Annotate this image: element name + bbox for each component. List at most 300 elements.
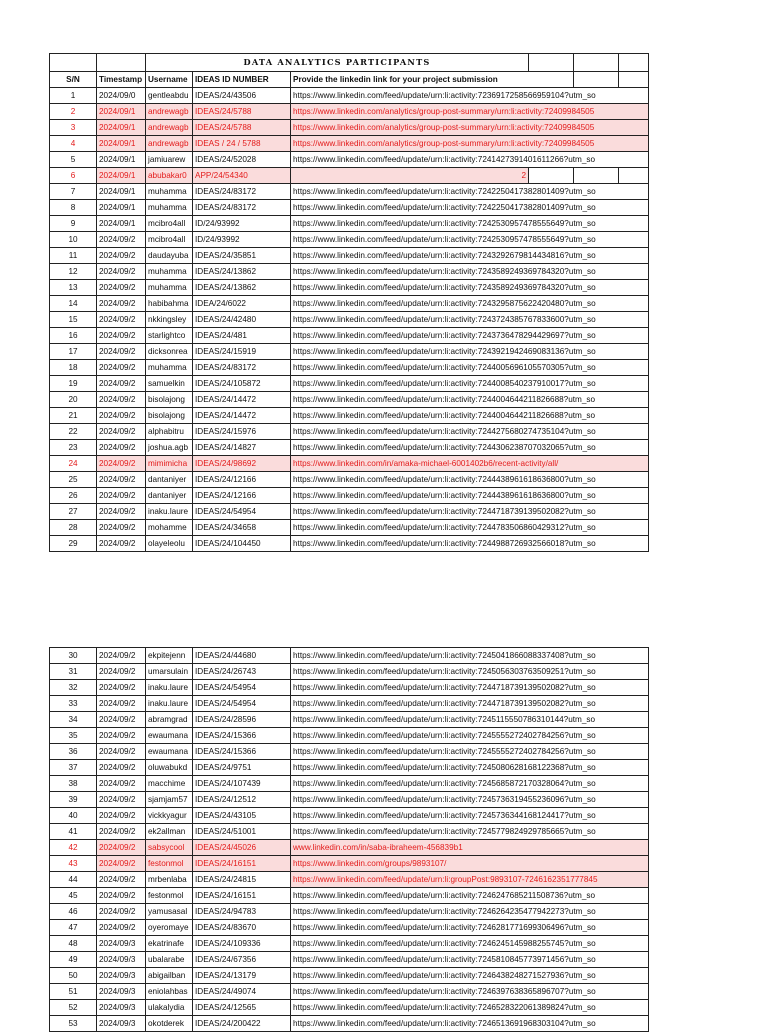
- cell-timestamp[interactable]: 2024/09/2: [97, 280, 146, 296]
- cell-link[interactable]: https://www.linkedin.com/feed/update/urn:li:activity:7246247685211508736?utm_so: [291, 888, 649, 904]
- cell-username[interactable]: mrbenlaba: [146, 872, 193, 888]
- cell-ideas-id[interactable]: IDEAS/24/28596: [193, 712, 291, 728]
- cell-username[interactable]: daudayuba: [146, 248, 193, 264]
- cell-username[interactable]: oyeromaye: [146, 920, 193, 936]
- cell-timestamp[interactable]: 2024/09/2: [97, 424, 146, 440]
- cell-sn[interactable]: 38: [50, 776, 97, 792]
- cell-username[interactable]: jamiuarew: [146, 152, 193, 168]
- cell-timestamp[interactable]: 2024/09/2: [97, 344, 146, 360]
- cell-timestamp[interactable]: 2024/09/2: [97, 680, 146, 696]
- cell-sn[interactable]: 36: [50, 744, 97, 760]
- cell-sn[interactable]: 40: [50, 808, 97, 824]
- cell-username[interactable]: bisolajong: [146, 408, 193, 424]
- cell-link[interactable]: https://www.linkedin.com/feed/update/urn:li:activity:7244306238707032065?utm_so: [291, 440, 649, 456]
- cell-username[interactable]: dantaniyer: [146, 488, 193, 504]
- cell-sn[interactable]: 3: [50, 120, 97, 136]
- cell-sn[interactable]: 42: [50, 840, 97, 856]
- table-row: [50, 936, 649, 952]
- cell-username[interactable]: vickkyagur: [146, 808, 193, 824]
- cell-link[interactable]: https://www.linkedin.com/feed/update/urn:li:activity:7244004644211826688?utm_so: [291, 408, 649, 424]
- blank-cell[interactable]: [619, 168, 649, 184]
- cell-ideas-id[interactable]: IDEAS/24/83172: [193, 200, 291, 216]
- cell-timestamp[interactable]: 2024/09/2: [97, 824, 146, 840]
- cell-link[interactable]: https://www.linkedin.com/feed/update/urn:li:activity:7246264235477942273?utm_so: [291, 904, 649, 920]
- cell-ideas-id[interactable]: IDEAS/24/45026: [193, 840, 291, 856]
- cell-link[interactable]: https://www.linkedin.com/feed/update/urn:li:activity:7244718739139502082?utm_so: [291, 504, 649, 520]
- cell-timestamp[interactable]: 2024/09/0: [97, 88, 146, 104]
- cell-ideas-id[interactable]: IDEAS/24/51001: [193, 824, 291, 840]
- cell-sn[interactable]: 4: [50, 136, 97, 152]
- cell-ideas-id[interactable]: IDEAS/24/14827: [193, 440, 291, 456]
- cell-sn[interactable]: 37: [50, 760, 97, 776]
- table-row: [50, 888, 649, 904]
- cell-username[interactable]: ekatrinafe: [146, 936, 193, 952]
- cell-ideas-id[interactable]: IDEAS/24/49074: [193, 984, 291, 1000]
- cell-ideas-id[interactable]: IDEAS/24/52028: [193, 152, 291, 168]
- cell-timestamp[interactable]: 2024/09/1: [97, 104, 146, 120]
- cell-link[interactable]: https://www.linkedin.com/feed/update/urn:li:activity:7245810845773971456?utm_so: [291, 952, 649, 968]
- cell-link[interactable]: https://www.linkedin.com/feed/update/urn:li:activity:7245555272402784256?utm_so: [291, 728, 649, 744]
- cell-ideas-id[interactable]: IDEAS/24/16151: [193, 888, 291, 904]
- cell-link[interactable]: https://www.linkedin.com/feed/update/urn:li:activity:7245056303763509251?utm_so: [291, 664, 649, 680]
- cell-username[interactable]: andrewagb: [146, 120, 193, 136]
- cell-link[interactable]: https://www.linkedin.com/feed/update/urn:li:activity:7245041866088337408?utm_so: [291, 648, 649, 664]
- table-row: [50, 280, 649, 296]
- cell-link[interactable]: https://www.linkedin.com/feed/update/urn:li:activity:7236917258566959104?utm_so: [291, 88, 649, 104]
- cell-link[interactable]: https://www.linkedin.com/feed/update/urn:li:activity:7244005696105570305?utm_so: [291, 360, 649, 376]
- cell-link[interactable]: 2: [291, 168, 529, 184]
- cell-username[interactable]: sabsycool: [146, 840, 193, 856]
- cell-sn[interactable]: 10: [50, 232, 97, 248]
- cell-sn[interactable]: 31: [50, 664, 97, 680]
- cell-sn[interactable]: 50: [50, 968, 97, 984]
- cell-link[interactable]: https://www.linkedin.com/feed/update/urn:li:activity:7245115550786310144?utm_so: [291, 712, 649, 728]
- cell-sn[interactable]: 26: [50, 488, 97, 504]
- cell-sn[interactable]: 44: [50, 872, 97, 888]
- cell-timestamp[interactable]: 2024/09/1: [97, 120, 146, 136]
- cell-sn[interactable]: 29: [50, 536, 97, 552]
- cell-ideas-id[interactable]: IDEAS/24/35851: [193, 248, 291, 264]
- cell-timestamp[interactable]: 2024/09/2: [97, 264, 146, 280]
- cell-ideas-id[interactable]: IDEAS/24/13862: [193, 280, 291, 296]
- cell-ideas-id[interactable]: IDEAS/24/12166: [193, 472, 291, 488]
- cell-sn[interactable]: 14: [50, 296, 97, 312]
- cell-link[interactable]: https://www.linkedin.com/feed/update/urn:li:activity:7244438961618636800?utm_so: [291, 472, 649, 488]
- cell-ideas-id[interactable]: IDEAS/24/15366: [193, 744, 291, 760]
- cell-timestamp[interactable]: 2024/09/2: [97, 536, 146, 552]
- cell-timestamp[interactable]: 2024/09/2: [97, 760, 146, 776]
- cell-sn[interactable]: 9: [50, 216, 97, 232]
- table-row: [50, 504, 649, 520]
- cell-link[interactable]: https://www.linkedin.com/feed/update/urn:li:activity:7245685872170328064?utm_so: [291, 776, 649, 792]
- cell-username[interactable]: muhamma: [146, 200, 193, 216]
- cell-sn[interactable]: 33: [50, 696, 97, 712]
- blank-cell[interactable]: [619, 72, 649, 88]
- cell-timestamp[interactable]: 2024/09/2: [97, 664, 146, 680]
- cell-timestamp[interactable]: 2024/09/1: [97, 216, 146, 232]
- cell-link[interactable]: https://www.linkedin.com/feed/update/urn:li:activity:7243921942469083136?utm_so: [291, 344, 649, 360]
- cell-link[interactable]: https://www.linkedin.com/feed/update/urn:li:activity:7246513691968303104?utm_so: [291, 1016, 649, 1032]
- cell-username[interactable]: festonmol: [146, 888, 193, 904]
- cell-username[interactable]: inaku.laure: [146, 504, 193, 520]
- cell-username[interactable]: inaku.laure: [146, 696, 193, 712]
- cell-sn[interactable]: 6: [50, 168, 97, 184]
- cell-timestamp[interactable]: 2024/09/2: [97, 904, 146, 920]
- header-username[interactable]: Username: [146, 72, 193, 88]
- cell-sn[interactable]: 51: [50, 984, 97, 1000]
- header-sn[interactable]: S/N: [50, 72, 97, 88]
- cell-username[interactable]: ulakalydia: [146, 1000, 193, 1016]
- cell-sn[interactable]: 47: [50, 920, 97, 936]
- sheet-title[interactable]: DATA ANALYTICS PARTICIPANTS: [146, 54, 529, 72]
- cell-ideas-id[interactable]: IDEAS/24/12166: [193, 488, 291, 504]
- cell-ideas-id[interactable]: IDEAS/24/104450: [193, 536, 291, 552]
- cell-timestamp[interactable]: 2024/09/1: [97, 152, 146, 168]
- cell-timestamp[interactable]: 2024/09/1: [97, 184, 146, 200]
- cell-ideas-id[interactable]: IDEAS/24/83172: [193, 184, 291, 200]
- cell-ideas-id[interactable]: IDEAS/24/107439: [193, 776, 291, 792]
- cell-sn[interactable]: 43: [50, 856, 97, 872]
- cell-timestamp[interactable]: 2024/09/2: [97, 456, 146, 472]
- cell-ideas-id[interactable]: IDEAS/24/54954: [193, 696, 291, 712]
- cell-username[interactable]: andrewagb: [146, 104, 193, 120]
- cell-username[interactable]: ewaumana: [146, 728, 193, 744]
- cell-username[interactable]: habibahma: [146, 296, 193, 312]
- cell-timestamp[interactable]: 2024/09/2: [97, 440, 146, 456]
- cell-sn[interactable]: 15: [50, 312, 97, 328]
- cell-timestamp[interactable]: 2024/09/1: [97, 200, 146, 216]
- cell-username[interactable]: abubakar0: [146, 168, 193, 184]
- cell-timestamp[interactable]: 2024/09/2: [97, 376, 146, 392]
- cell-timestamp[interactable]: 2024/09/3: [97, 1016, 146, 1032]
- cell-link[interactable]: https://www.linkedin.com/feed/update/urn:li:activity:7246245145988255745?utm_so: [291, 936, 649, 952]
- cell-link[interactable]: https://www.linkedin.com/feed/update/urn:li:activity:7244718739139502082?utm_so: [291, 680, 649, 696]
- cell-link[interactable]: https://www.linkedin.com/analytics/group-post-summary/urn:li:activity:72409984505: [291, 104, 649, 120]
- cell-username[interactable]: abigailban: [146, 968, 193, 984]
- cell-ideas-id[interactable]: IDEAS/24/13862: [193, 264, 291, 280]
- table-row: [50, 744, 649, 760]
- cell-ideas-id[interactable]: IDEAS/24/44680: [193, 648, 291, 664]
- cell-ideas-id[interactable]: IDEA/24/6022: [193, 296, 291, 312]
- cell-sn[interactable]: 35: [50, 728, 97, 744]
- cell-link[interactable]: https://www.linkedin.com/feed/update/urn:li:activity:7244783506860429312?utm_so: [291, 520, 649, 536]
- cell-username[interactable]: inaku.laure: [146, 680, 193, 696]
- cell-sn[interactable]: 32: [50, 680, 97, 696]
- cell-sn[interactable]: 39: [50, 792, 97, 808]
- cell-ideas-id[interactable]: IDEAS/24/5788: [193, 104, 291, 120]
- blank-cell[interactable]: [529, 168, 574, 184]
- cell-link[interactable]: https://www.linkedin.com/feed/update/urn:li:activity:7242530957478555649?utm_so: [291, 216, 649, 232]
- cell-username[interactable]: muhamma: [146, 184, 193, 200]
- cell-ideas-id[interactable]: IDEAS/24/9751: [193, 760, 291, 776]
- cell-sn[interactable]: 16: [50, 328, 97, 344]
- cell-link[interactable]: https://www.linkedin.com/feed/update/urn:li:activity:7246438248271527936?utm_so: [291, 968, 649, 984]
- blank-cell[interactable]: [574, 54, 619, 72]
- blank-cell[interactable]: [529, 54, 574, 72]
- cell-sn[interactable]: 52: [50, 1000, 97, 1016]
- cell-ideas-id[interactable]: IDEAS/24/105872: [193, 376, 291, 392]
- cell-link[interactable]: https://www.linkedin.com/feed/update/urn:li:activity:7243589249369784320?utm_so: [291, 264, 649, 280]
- cell-sn[interactable]: 2: [50, 104, 97, 120]
- cell-link[interactable]: https://www.linkedin.com/feed/update/urn:li:activity:7244008540237910017?utm_so: [291, 376, 649, 392]
- cell-username[interactable]: dantaniyer: [146, 472, 193, 488]
- cell-timestamp[interactable]: 2024/09/2: [97, 696, 146, 712]
- cell-sn[interactable]: 28: [50, 520, 97, 536]
- table-row: [50, 680, 649, 696]
- table-row: [50, 488, 649, 504]
- cell-link[interactable]: https://www.linkedin.com/feed/update/urn:li:activity:7242530957478555649?utm_so: [291, 232, 649, 248]
- table-row: [50, 520, 649, 536]
- cell-link[interactable]: https://www.linkedin.com/feed/update/urn:li:activity:7244718739139502082?utm_so: [291, 696, 649, 712]
- cell-username[interactable]: ekpitejenn: [146, 648, 193, 664]
- cell-sn[interactable]: 23: [50, 440, 97, 456]
- cell-ideas-id[interactable]: IDEAS/24/34658: [193, 520, 291, 536]
- cell-sn[interactable]: 22: [50, 424, 97, 440]
- cell-link[interactable]: https://www.linkedin.com/feed/update/urn:li:activity:7244438961618636800?utm_so: [291, 488, 649, 504]
- cell-username[interactable]: muhamma: [146, 280, 193, 296]
- cell-sn[interactable]: 21: [50, 408, 97, 424]
- cell-ideas-id[interactable]: IDEAS/24/83172: [193, 360, 291, 376]
- cell-ideas-id[interactable]: IDEAS/24/481: [193, 328, 291, 344]
- cell-link[interactable]: https://www.linkedin.com/feed/update/urn:li:activity:7243736478294429697?utm_so: [291, 328, 649, 344]
- cell-ideas-id[interactable]: IDEAS/24/42480: [193, 312, 291, 328]
- cell-username[interactable]: dicksonrea: [146, 344, 193, 360]
- cell-ideas-id[interactable]: IDEAS/24/26743: [193, 664, 291, 680]
- cell-ideas-id[interactable]: IDEAS/24/15976: [193, 424, 291, 440]
- cell-sn[interactable]: 46: [50, 904, 97, 920]
- cell-link[interactable]: https://www.linkedin.com/feed/update/urn:li:activity:7245555272402784256?utm_so: [291, 744, 649, 760]
- cell-timestamp[interactable]: 2024/09/2: [97, 888, 146, 904]
- cell-link[interactable]: https://www.linkedin.com/feed/update/urn:li:activity:7245736344168124417?utm_so: [291, 808, 649, 824]
- cell-username[interactable]: oluwabukd: [146, 760, 193, 776]
- cell-ideas-id[interactable]: IDEAS/24/43105: [193, 808, 291, 824]
- cell-timestamp[interactable]: 2024/09/2: [97, 296, 146, 312]
- cell-sn[interactable]: 45: [50, 888, 97, 904]
- cell-link[interactable]: https://www.linkedin.com/feed/update/urn:li:activity:7243724385767833600?utm_so: [291, 312, 649, 328]
- cell-timestamp[interactable]: 2024/09/2: [97, 488, 146, 504]
- cell-sn[interactable]: 24: [50, 456, 97, 472]
- cell-link[interactable]: www.linkedin.com/in/saba-ibraheem-456839b1: [291, 840, 649, 856]
- cell-username[interactable]: nkkingsley: [146, 312, 193, 328]
- cell-timestamp[interactable]: 2024/09/2: [97, 408, 146, 424]
- cell-ideas-id[interactable]: IDEAS/24/16151: [193, 856, 291, 872]
- cell-timestamp[interactable]: 2024/09/3: [97, 984, 146, 1000]
- cell-username[interactable]: starlightco: [146, 328, 193, 344]
- cell-timestamp[interactable]: 2024/09/3: [97, 1000, 146, 1016]
- cell-username[interactable]: sjamjam57: [146, 792, 193, 808]
- table-row: [50, 536, 649, 552]
- cell-link[interactable]: https://www.linkedin.com/feed/update/urn:li:activity:7243295875622420480?utm_so: [291, 296, 649, 312]
- cell-timestamp[interactable]: 2024/09/3: [97, 968, 146, 984]
- cell-link[interactable]: https://www.linkedin.com/feed/update/urn:li:activity:7246281771699306496?utm_so: [291, 920, 649, 936]
- cell-sn[interactable]: 11: [50, 248, 97, 264]
- cell-timestamp[interactable]: 2024/09/2: [97, 728, 146, 744]
- cell-username[interactable]: bisolajong: [146, 392, 193, 408]
- cell-timestamp[interactable]: 2024/09/2: [97, 504, 146, 520]
- cell-link[interactable]: https://www.linkedin.com/feed/update/urn:li:activity:7242250417382801409?utm_so: [291, 200, 649, 216]
- cell-sn[interactable]: 12: [50, 264, 97, 280]
- cell-link[interactable]: https://www.linkedin.com/analytics/group-post-summary/urn:li:activity:72409984505: [291, 120, 649, 136]
- cell-username[interactable]: mcibro4all: [146, 232, 193, 248]
- cell-timestamp[interactable]: 2024/09/1: [97, 168, 146, 184]
- cell-username[interactable]: joshua.agb: [146, 440, 193, 456]
- cell-ideas-id[interactable]: IDEAS / 24 / 5788: [193, 136, 291, 152]
- cell-username[interactable]: ek2allman: [146, 824, 193, 840]
- header-link[interactable]: Provide the linkedin link for your project submission: [291, 72, 574, 88]
- blank-cell[interactable]: [619, 54, 649, 72]
- cell-username[interactable]: olayeleolu: [146, 536, 193, 552]
- cell-timestamp[interactable]: 2024/09/2: [97, 920, 146, 936]
- cell-sn[interactable]: 5: [50, 152, 97, 168]
- table-row: [50, 968, 649, 984]
- cell-link[interactable]: https://www.linkedin.com/feed/update/urn:li:activity:7245779824929785665?utm_so: [291, 824, 649, 840]
- cell-username[interactable]: mohamme: [146, 520, 193, 536]
- table-row: [50, 392, 649, 408]
- table-row: [50, 344, 649, 360]
- cell-timestamp[interactable]: 2024/09/2: [97, 712, 146, 728]
- cell-ideas-id[interactable]: IDEAS/24/13179: [193, 968, 291, 984]
- cell-timestamp[interactable]: 2024/09/2: [97, 792, 146, 808]
- blank-cell[interactable]: [97, 54, 146, 72]
- cell-ideas-id[interactable]: IDEAS/24/15919: [193, 344, 291, 360]
- cell-timestamp[interactable]: 2024/09/1: [97, 136, 146, 152]
- cell-ideas-id[interactable]: IDEAS/24/54954: [193, 680, 291, 696]
- cell-sn[interactable]: 20: [50, 392, 97, 408]
- header-ideas-id[interactable]: IDEAS ID NUMBER: [193, 72, 291, 88]
- cell-sn[interactable]: 27: [50, 504, 97, 520]
- table-row: [50, 152, 649, 168]
- cell-timestamp[interactable]: 2024/09/2: [97, 472, 146, 488]
- cell-timestamp[interactable]: 2024/09/2: [97, 744, 146, 760]
- cell-ideas-id[interactable]: IDEAS/24/94783: [193, 904, 291, 920]
- cell-timestamp[interactable]: 2024/09/2: [97, 840, 146, 856]
- participants-table-top: [49, 53, 649, 552]
- cell-link[interactable]: https://www.linkedin.com/feed/update/urn:li:activity:7244004644211826688?utm_so: [291, 392, 649, 408]
- cell-ideas-id[interactable]: APP/24/54340: [193, 168, 291, 184]
- cell-ideas-id[interactable]: ID/24/93992: [193, 216, 291, 232]
- cell-username[interactable]: samuelkin: [146, 376, 193, 392]
- cell-link[interactable]: https://www.linkedin.com/in/amaka-michael-6001402b6/recent-activity/all/: [291, 456, 649, 472]
- cell-timestamp[interactable]: 2024/09/2: [97, 232, 146, 248]
- cell-username[interactable]: abramgrad: [146, 712, 193, 728]
- cell-username[interactable]: alphabitru: [146, 424, 193, 440]
- cell-timestamp[interactable]: 2024/09/2: [97, 328, 146, 344]
- cell-link[interactable]: https://www.linkedin.com/feed/update/urn:li:activity:7243292679814434816?utm_so: [291, 248, 649, 264]
- cell-sn[interactable]: 17: [50, 344, 97, 360]
- table-row: [50, 264, 649, 280]
- cell-link[interactable]: https://www.linkedin.com/groups/9893107/: [291, 856, 649, 872]
- cell-timestamp[interactable]: 2024/09/2: [97, 776, 146, 792]
- cell-sn[interactable]: 34: [50, 712, 97, 728]
- cell-sn[interactable]: 19: [50, 376, 97, 392]
- cell-sn[interactable]: 30: [50, 648, 97, 664]
- cell-link[interactable]: https://www.linkedin.com/feed/update/urn:li:activity:7245736319455236096?utm_so: [291, 792, 649, 808]
- cell-sn[interactable]: 18: [50, 360, 97, 376]
- cell-timestamp[interactable]: 2024/09/2: [97, 808, 146, 824]
- cell-timestamp[interactable]: 2024/09/2: [97, 360, 146, 376]
- cell-sn[interactable]: 53: [50, 1016, 97, 1032]
- cell-link[interactable]: https://www.linkedin.com/feed/update/urn:li:activity:7243589249369784320?utm_so: [291, 280, 649, 296]
- cell-sn[interactable]: 25: [50, 472, 97, 488]
- cell-ideas-id[interactable]: IDEAS/24/200422: [193, 1016, 291, 1032]
- cell-username[interactable]: ewaumana: [146, 744, 193, 760]
- cell-ideas-id[interactable]: IDEAS/24/67356: [193, 952, 291, 968]
- cell-ideas-id[interactable]: IDEAS/24/14472: [193, 392, 291, 408]
- cell-link[interactable]: https://www.linkedin.com/feed/update/urn:li:activity:7244275680274735104?utm_so: [291, 424, 649, 440]
- cell-sn[interactable]: 8: [50, 200, 97, 216]
- cell-timestamp[interactable]: 2024/09/2: [97, 872, 146, 888]
- cell-ideas-id[interactable]: ID/24/93992: [193, 232, 291, 248]
- cell-ideas-id[interactable]: IDEAS/24/12565: [193, 1000, 291, 1016]
- cell-sn[interactable]: 1: [50, 88, 97, 104]
- cell-ideas-id[interactable]: IDEAS/24/12512: [193, 792, 291, 808]
- cell-timestamp[interactable]: 2024/09/2: [97, 856, 146, 872]
- table-row: [50, 648, 649, 664]
- cell-timestamp[interactable]: 2024/09/2: [97, 312, 146, 328]
- header-timestamp[interactable]: Timestamp: [97, 72, 146, 88]
- cell-username[interactable]: andrewagb: [146, 136, 193, 152]
- cell-timestamp[interactable]: 2024/09/2: [97, 648, 146, 664]
- cell-username[interactable]: mcibro4all: [146, 216, 193, 232]
- cell-username[interactable]: muhamma: [146, 264, 193, 280]
- cell-ideas-id[interactable]: IDEAS/24/5788: [193, 120, 291, 136]
- cell-sn[interactable]: 48: [50, 936, 97, 952]
- cell-username[interactable]: umarsulain: [146, 664, 193, 680]
- table-row: [50, 696, 649, 712]
- cell-username[interactable]: okotderek: [146, 1016, 193, 1032]
- cell-link[interactable]: https://www.linkedin.com/feed/update/urn:li:activity:7245080628168122368?utm_so: [291, 760, 649, 776]
- cell-ideas-id[interactable]: IDEAS/24/24815: [193, 872, 291, 888]
- cell-link[interactable]: https://www.linkedin.com/feed/update/urn:li:activity:7246528322061389824?utm_so: [291, 1000, 649, 1016]
- cell-timestamp[interactable]: 2024/09/3: [97, 936, 146, 952]
- cell-link[interactable]: https://www.linkedin.com/feed/update/urn:li:activity:7241427391401611266?utm_so: [291, 152, 649, 168]
- cell-username[interactable]: yamusasal: [146, 904, 193, 920]
- cell-username[interactable]: macchime: [146, 776, 193, 792]
- blank-cell[interactable]: [50, 54, 97, 72]
- cell-timestamp[interactable]: 2024/09/2: [97, 248, 146, 264]
- cell-username[interactable]: gentleabdu: [146, 88, 193, 104]
- cell-link[interactable]: https://www.linkedin.com/feed/update/urn:li:activity:7244988726932566018?utm_so: [291, 536, 649, 552]
- cell-ideas-id[interactable]: IDEAS/24/15366: [193, 728, 291, 744]
- blank-cell[interactable]: [574, 168, 619, 184]
- cell-sn[interactable]: 41: [50, 824, 97, 840]
- cell-link[interactable]: https://www.linkedin.com/feed/update/urn:li:activity:7246397638365896707?utm_so: [291, 984, 649, 1000]
- cell-ideas-id[interactable]: IDEAS/24/54954: [193, 504, 291, 520]
- cell-link[interactable]: https://www.linkedin.com/feed/update/urn:li:groupPost:9893107-7246162351777845: [291, 872, 649, 888]
- table-row: [50, 792, 649, 808]
- cell-ideas-id[interactable]: IDEAS/24/109336: [193, 936, 291, 952]
- cell-sn[interactable]: 49: [50, 952, 97, 968]
- cell-timestamp[interactable]: 2024/09/3: [97, 952, 146, 968]
- cell-ideas-id[interactable]: IDEAS/24/83670: [193, 920, 291, 936]
- cell-username[interactable]: muhamma: [146, 360, 193, 376]
- cell-ideas-id[interactable]: IDEAS/24/43506: [193, 88, 291, 104]
- cell-sn[interactable]: 13: [50, 280, 97, 296]
- cell-username[interactable]: festonmol: [146, 856, 193, 872]
- cell-ideas-id[interactable]: IDEAS/24/14472: [193, 408, 291, 424]
- cell-ideas-id[interactable]: IDEAS/24/98692: [193, 456, 291, 472]
- table-body-bottom: [50, 648, 649, 1032]
- blank-cell[interactable]: [574, 72, 619, 88]
- cell-timestamp[interactable]: 2024/09/2: [97, 520, 146, 536]
- cell-link[interactable]: https://www.linkedin.com/analytics/group-post-summary/urn:li:activity:72409984505: [291, 136, 649, 152]
- cell-username[interactable]: ubalarabe: [146, 952, 193, 968]
- cell-link[interactable]: https://www.linkedin.com/feed/update/urn:li:activity:7242250417382801409?utm_so: [291, 184, 649, 200]
- cell-username[interactable]: eniolahbas: [146, 984, 193, 1000]
- cell-username[interactable]: mimimicha: [146, 456, 193, 472]
- cell-timestamp[interactable]: 2024/09/2: [97, 392, 146, 408]
- cell-sn[interactable]: 7: [50, 184, 97, 200]
